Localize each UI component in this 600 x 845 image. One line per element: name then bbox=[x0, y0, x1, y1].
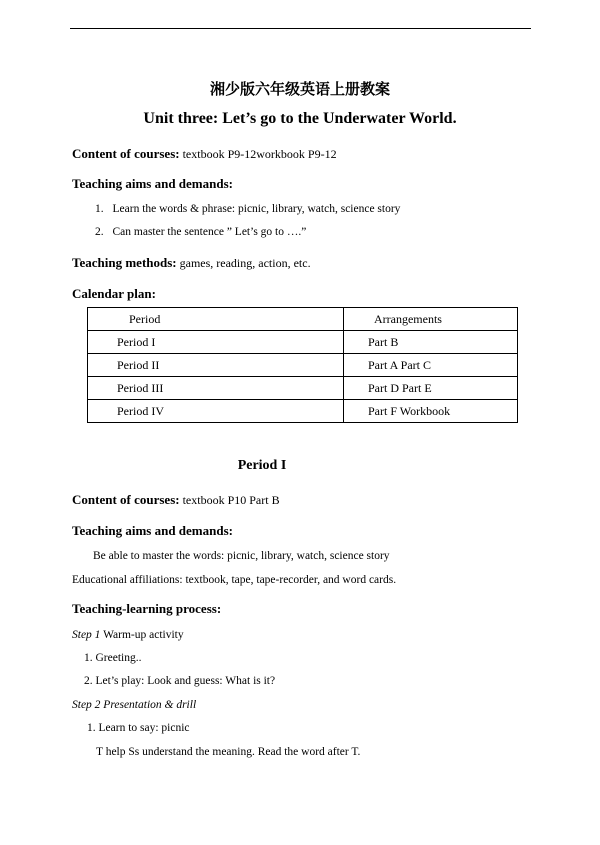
step-1-item: 1. Greeting.. bbox=[84, 652, 142, 664]
aim-text: Can master the sentence ” Let’s go to ….” bbox=[112, 226, 307, 238]
step-2-label: Step 2 Presentation & drill bbox=[72, 699, 197, 711]
period-content-label: Content of courses: bbox=[72, 492, 180, 507]
table-cell: Period III bbox=[88, 377, 344, 400]
calendar-table bbox=[87, 307, 518, 423]
table-cell: Period IV bbox=[88, 400, 344, 423]
table-header-cell: Period bbox=[88, 308, 344, 331]
unit-title: Unit three: Let’s go to the Underwater World. bbox=[143, 110, 457, 127]
content-value: textbook P9-12workbook P9-12 bbox=[179, 147, 337, 161]
step-1 bbox=[72, 629, 184, 641]
process-heading: Teaching-learning process: bbox=[72, 601, 222, 616]
methods-label: Teaching methods: bbox=[72, 255, 177, 270]
aim-text: Learn the words & phrase: picnic, library, watch, science story bbox=[112, 203, 401, 215]
period-content-of-courses bbox=[72, 491, 280, 509]
aim-item-1 bbox=[95, 203, 400, 215]
table-cell: Period I bbox=[88, 331, 344, 354]
period-aims-heading: Teaching aims and demands: bbox=[72, 523, 233, 538]
content-label: Content of courses: bbox=[72, 146, 180, 161]
aim-number: 2. bbox=[95, 226, 104, 238]
educational-affiliations: Educational affiliations: textbook, tape, tape-recorder, and word cards. bbox=[72, 574, 397, 586]
table-cell: Period II bbox=[88, 354, 344, 377]
period-content-value: textbook P10 Part B bbox=[179, 493, 280, 507]
table-cell: Part A Part C bbox=[344, 354, 518, 377]
table-row bbox=[88, 400, 518, 423]
step-1-text: Warm-up activity bbox=[100, 629, 184, 641]
table-row bbox=[88, 331, 518, 354]
step-1-item: 2. Let’s play: Look and guess: What is it? bbox=[84, 675, 276, 687]
table-header-row bbox=[88, 308, 518, 331]
step-2-item: 1. Learn to say: picnic bbox=[87, 722, 190, 734]
step-2-note: T help Ss understand the meaning. Read the word after T. bbox=[96, 746, 361, 758]
period-title: Period I bbox=[237, 458, 287, 473]
chinese-title: 湘少版六年级英语上册教案 bbox=[209, 80, 390, 98]
table-row bbox=[88, 377, 518, 400]
content-of-courses bbox=[72, 145, 337, 163]
step-1-label: Step 1 bbox=[72, 629, 101, 641]
aims-heading: Teaching aims and demands: bbox=[72, 176, 233, 191]
table-row bbox=[88, 354, 518, 377]
period-aim-line: Be able to master the words: picnic, library, watch, science story bbox=[93, 550, 390, 562]
aim-number: 1. bbox=[95, 203, 104, 215]
table-cell: Part B bbox=[344, 331, 518, 354]
header-rule bbox=[70, 28, 531, 29]
table-cell: Part F Workbook bbox=[344, 400, 518, 423]
methods-value: games, reading, action, etc. bbox=[176, 256, 311, 270]
teaching-methods bbox=[72, 254, 311, 272]
calendar-heading: Calendar plan: bbox=[72, 286, 156, 301]
table-header-cell: Arrangements bbox=[344, 308, 518, 331]
table-cell: Part D Part E bbox=[344, 377, 518, 400]
aim-item-2 bbox=[95, 226, 306, 238]
